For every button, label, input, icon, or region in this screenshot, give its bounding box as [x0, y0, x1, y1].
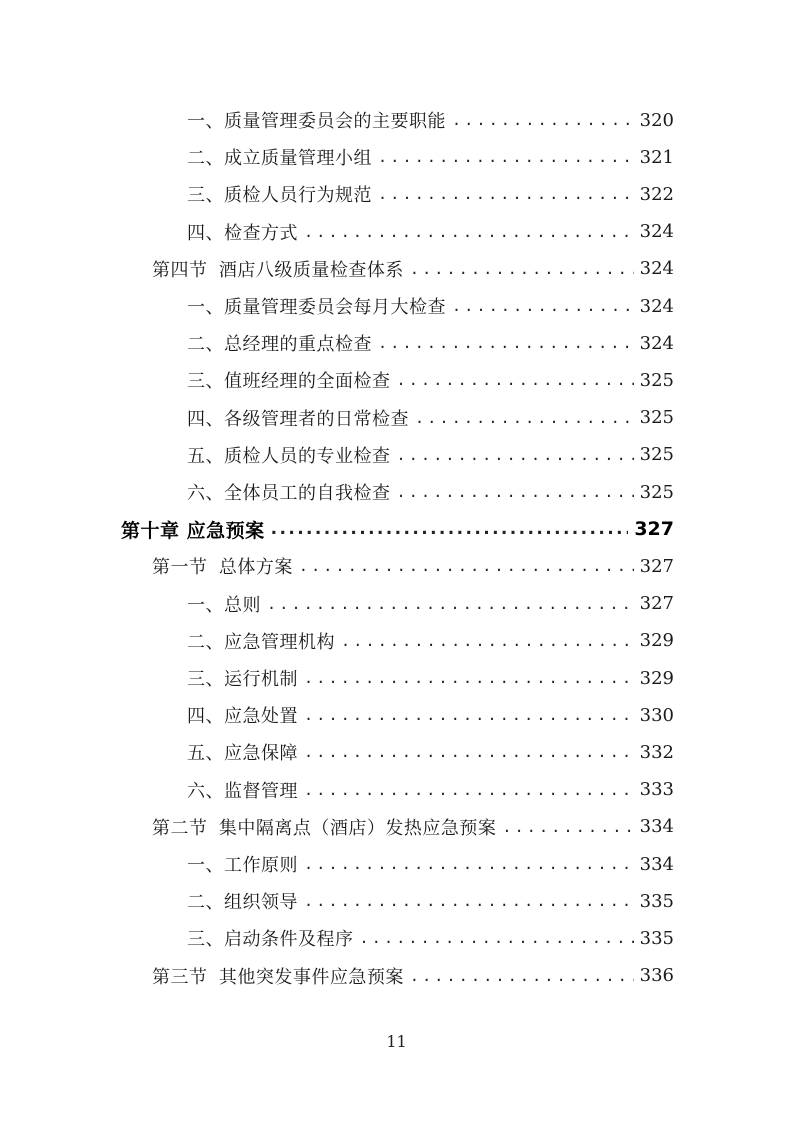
toc-dot-leader	[502, 818, 633, 836]
toc-dot-leader	[452, 111, 634, 129]
toc-entry-title: 一、工作原则	[187, 855, 298, 876]
toc-entry[interactable]	[187, 886, 674, 916]
toc-entry[interactable]	[152, 812, 674, 842]
toc-entry[interactable]	[152, 551, 674, 581]
toc-dot-leader	[304, 223, 634, 241]
page-number: 11	[386, 1032, 407, 1051]
toc-entry-title: 三、质检人员行为规范	[187, 185, 372, 207]
toc-dot-leader	[410, 967, 634, 985]
toc-entry-page: 325	[639, 407, 674, 429]
toc-entry[interactable]	[187, 626, 674, 656]
toc-entry[interactable]	[187, 365, 674, 395]
toc-dot-leader	[304, 892, 634, 910]
toc-entry-title: 五、应急保障	[187, 743, 298, 765]
toc-entry-page: 325	[639, 481, 674, 503]
toc-dot-leader	[397, 371, 634, 389]
toc-entry-page: 335	[639, 890, 674, 912]
toc-entry-page: 329	[639, 630, 674, 652]
toc-entry[interactable]	[187, 923, 674, 953]
toc-entry[interactable]	[187, 142, 674, 172]
toc-entry[interactable]	[187, 775, 674, 805]
toc-entry-page: 327	[639, 593, 674, 615]
toc-entry-title: 五、质检人员的专业检查	[187, 445, 391, 467]
toc-entry-page: 334	[639, 853, 674, 875]
toc-dot-leader	[341, 632, 634, 650]
toc-entry-title: 二、成立质量管理小组	[187, 148, 372, 170]
toc-entry-title: 三、值班经理的全面检查	[187, 371, 391, 393]
toc-entry[interactable]	[152, 254, 674, 284]
toc-dot-leader	[397, 483, 634, 501]
toc-entry-page: 333	[639, 779, 674, 801]
toc-entry-title: 四、应急处置	[187, 706, 298, 728]
toc-dot-leader	[271, 519, 629, 539]
toc-entry[interactable]	[187, 440, 674, 470]
toc-dot-leader	[378, 148, 634, 166]
toc-entry-title: 二、总经理的重点检查	[187, 334, 372, 356]
toc-entry-page: 324	[639, 221, 674, 243]
toc-entry[interactable]	[187, 291, 674, 321]
toc-entry-title: 第一节 总体方案	[152, 557, 293, 579]
toc-entry[interactable]	[187, 217, 674, 247]
toc-dot-leader	[304, 855, 634, 873]
toc-entry-title: 一、质量管理委员会每月大检查	[187, 297, 446, 318]
toc-entry-page: 329	[639, 667, 674, 689]
toc-entry-title: 一、总则	[187, 594, 261, 616]
toc-entry-page: 327	[639, 555, 674, 577]
toc-entry[interactable]	[187, 849, 674, 879]
toc-entry-page: 324	[639, 332, 674, 354]
toc-dot-leader	[452, 297, 634, 315]
toc-entry-page: 335	[639, 927, 674, 949]
toc-dot-leader	[304, 743, 634, 761]
toc-entry-page: 336	[639, 965, 674, 987]
toc-entry[interactable]	[152, 961, 674, 991]
toc-dot-leader	[304, 706, 634, 724]
toc-entry-title: 第四节 酒店八级质量检查体系	[152, 259, 404, 281]
toc-entry-page: 322	[639, 183, 674, 205]
toc-entry-title: 二、应急管理机构	[187, 631, 335, 653]
toc-entry-page: 334	[639, 816, 674, 838]
toc-dot-leader	[378, 185, 634, 203]
toc-entry-title: 第二节 集中隔离点（酒店）发热应急预案	[152, 817, 497, 839]
toc-dot-leader	[415, 409, 634, 427]
toc-entry-page: 332	[639, 741, 674, 763]
toc-dot-leader	[360, 929, 634, 947]
toc-entry[interactable]	[187, 105, 674, 135]
toc-entry[interactable]	[187, 589, 674, 619]
toc-entry[interactable]	[121, 514, 674, 544]
toc-entry-title: 六、监督管理	[187, 780, 298, 802]
toc-entry-title: 三、启动条件及程序	[187, 929, 354, 951]
toc-entry[interactable]	[187, 663, 674, 693]
toc-dot-leader	[397, 446, 634, 464]
toc-entry-title: 第三节 其他突发事件应急预案	[152, 966, 404, 988]
toc-dot-leader	[378, 334, 634, 352]
toc-dot-leader	[267, 595, 634, 613]
toc-entry[interactable]	[187, 700, 674, 730]
toc-entry[interactable]	[187, 477, 674, 507]
toc-entry-page: 320	[639, 109, 674, 131]
toc-entry-page: 321	[639, 146, 674, 168]
toc-entry-page: 327	[634, 518, 674, 541]
toc-entry-page: 325	[639, 444, 674, 466]
toc-entry-title: 一、质量管理委员会的主要职能	[187, 111, 446, 132]
toc-entry-title: 四、各级管理者的日常检查	[187, 408, 409, 430]
toc-entry-title: 四、检查方式	[187, 222, 298, 244]
toc-entry-page: 324	[639, 258, 674, 280]
toc-entry[interactable]	[187, 403, 674, 433]
toc-entry[interactable]	[187, 737, 674, 767]
toc-entry-page: 325	[639, 369, 674, 391]
toc-entry-page: 330	[639, 704, 674, 726]
toc-entry-title: 第十章 应急预案	[121, 519, 265, 542]
toc-dot-leader	[304, 669, 634, 687]
toc-entry[interactable]	[187, 179, 674, 209]
toc-entry-title: 三、运行机制	[187, 669, 298, 690]
toc-dot-leader	[410, 260, 634, 278]
toc-dot-leader	[304, 781, 634, 799]
toc-entry-title: 二、组织领导	[187, 892, 298, 914]
toc-dot-leader	[299, 557, 634, 575]
toc-entry-page: 324	[639, 295, 674, 317]
toc-entry[interactable]	[187, 328, 674, 358]
toc-entry-title: 六、全体员工的自我检查	[187, 483, 391, 504]
